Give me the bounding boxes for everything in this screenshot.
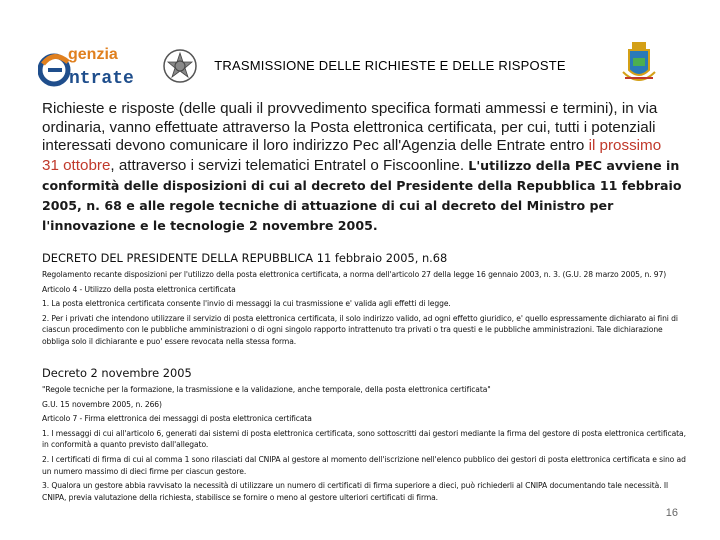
decree-1-line: 2. Per i privati che intendono utilizzare il servizio di posta elettronica certificata, il solo indirizzo valido, ad ogni effetto giuridico, e' quello espressamente dichiarato ai fini di ciascun procedimento con le pubbliche amministrazioni o di ogni singolo rapporto intrattenuto tra privati o tra questi e le pubbliche amministrazioni. Tale dichiarazione obbliga solo il dichiarante e puo' essere revocata nella stessa forma. (42, 313, 678, 346)
guardia-di-finanza-crest-icon (619, 40, 659, 90)
intro-text-2: , attraverso i servizi telematici Entratel o Fiscoonline. (110, 156, 469, 174)
slide-header (0, 0, 720, 95)
italian-republic-emblem-icon (160, 44, 200, 88)
intro-text-1: Richieste e risposte (delle quali il provvedimento specifica formati ammessi e termini), in via ordinaria, vanno effettuate attraverso la Posta elettronica certificata, per cui, tutti i potenziali interessati devono comunicare il loro indirizzo Pec all'Agenzia delle Entrate entro (42, 100, 658, 155)
decree-1-line: Articolo 4 - Utilizzo della posta elettronica certificata (42, 284, 236, 294)
decree-1-body (42, 269, 690, 348)
decree-1-section (42, 251, 690, 351)
decree-1-line: 1. La posta elettronica certificata consente l'invio di messaggi la cui trasmissione e' valida agli effetti di legge. (42, 299, 451, 309)
decree-2-line: 2. I certificati di firma di cui al comma 1 sono rilasciati dal CNIPA al gestore al momento dell'iscrizione nell'elenco pubblico dei gestori di posta elettronica certificata e sino ad un numero massimo di dieci firme per ciascun gestore. (42, 454, 686, 476)
decree-2-line: G.U. 15 novembre 2005, n. 266) (42, 399, 162, 409)
intro-paragraph (42, 100, 682, 236)
decree-2-line: Articolo 7 - Firma elettronica dei messaggi di posta elettronica certificata (42, 414, 312, 424)
decree-2-heading: Decreto 2 novembre 2005 (42, 366, 192, 380)
decree-2-body (42, 384, 690, 503)
decree-2-section (42, 366, 690, 506)
intro-bold-statement: L'utilizzo della PEC avviene in conformità delle disposizioni di cui al decreto del Presidente della Repubblica 11 febbraio 2005, n. 68 e alle regole tecniche di attuazione di cui al decreto del Ministro per l'innovazione e le tecnologie 2 novembre 2005. (42, 157, 682, 233)
intro-highlight-date: il prossimo 31 ottobre (42, 137, 662, 174)
agenzia-entrate-logo (38, 42, 160, 88)
decree-2-line: "Regole tecniche per la formazione, la trasmissione e la validazione, anche temporale, della posta elettronica certificata" (42, 385, 491, 394)
decree-1-line: Regolamento recante disposizioni per l'utilizzo della posta elettronica certificata, a norma dell'articolo 27 della legge 16 gennaio 2003, n. 3. (G.U. 28 marzo 2005, n. 97) (42, 270, 667, 279)
decree-2-line: 3. Qualora un gestore abbia ravvisato la necessità di utilizzare un numero di certificati di firma superiore a dieci, può richiederli al CNIPA documentando tale necessità. Il CNIPA, previa valutazione della richiesta, stabilisce se fornire o meno al gestore ulteriori certificati di firma. (42, 481, 668, 502)
decree-1-heading: DECRETO DEL PRESIDENTE DELLA REPUBBLICA 11 febbraio 2005, n.68 (42, 251, 448, 265)
logo-text-bottom: ntrate (69, 69, 134, 88)
page-number: 16 (665, 507, 678, 519)
logo-text-top: genzia (68, 46, 118, 63)
decree-2-line: 1. I messaggi di cui all'articolo 6, generati dai sistemi di posta elettronica certificata, sono sottoscritti dai gestori mediante la firma del gestore di posta elettronica certificata, in conformità a quanto previsto dall'allegato. (42, 428, 686, 450)
slide-title: TRASMISSIONE DELLE RICHIESTE E DELLE RISPOSTE (214, 58, 566, 73)
